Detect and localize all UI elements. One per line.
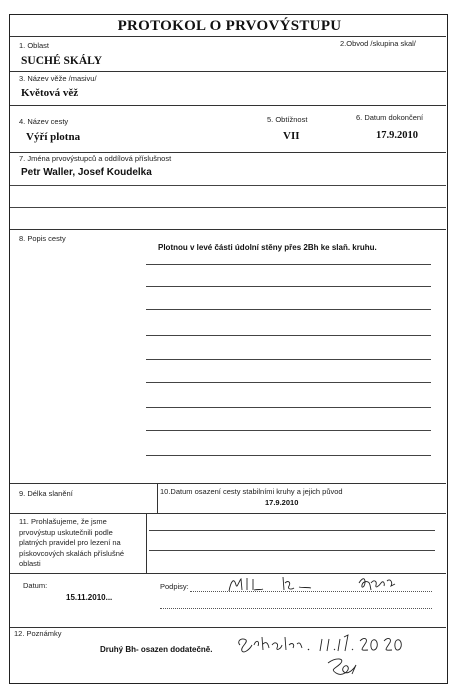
datum-label: Datum: [23,581,48,590]
ruled-line [146,309,431,310]
datum-value: 15.11.2010... [66,593,113,602]
prohlaseni-text: 11. Prohlašujeme, že jsme prvovýstup uskutečnili podle platných pravidel pro lezení na pískovcových skalách příslušné oblasti [19,517,125,568]
signatures [225,573,425,597]
ruled-line [146,455,431,456]
divider [10,229,446,230]
poznamky-label: 12. Poznámky [14,629,62,638]
jmena-label: 7. Jména prvovýstupců a oddílová příslušnost [19,154,172,163]
obvod-label: 2.Obvod /skupina skal/ [340,39,416,48]
nazev-veze-label: 3. Název věže /masivu/ [19,74,97,83]
divider [10,483,446,484]
oblast-value: SUCHÉ SKÁLY [21,55,103,67]
nazev-cesty-value: Výří plotna [26,131,81,143]
ruled-line [146,407,431,408]
ruled-line [149,530,435,531]
datum-dokonceni-label: 6. Datum dokončení [356,113,424,122]
divider [10,513,446,514]
ruled-line [149,550,435,551]
ruled-line [146,359,431,360]
divider [10,71,446,72]
ruled-line [10,207,446,208]
nazev-cesty-label: 4. Název cesty [19,117,69,126]
protocol-form [9,14,448,684]
nazev-veze-value: Květová věž [21,87,79,99]
divider [10,36,446,37]
form-title: PROTOKOL O PRVOVÝSTUPU [117,18,342,34]
divider [146,513,147,573]
divider [10,105,446,106]
signature-line [160,608,432,609]
poznamky-value: Druhý Bh- osazen dodatečně. [100,645,213,654]
datum-dokonceni-value: 17.9.2010 [376,130,418,141]
ruled-line [146,335,431,336]
popis-value: Plotnou v levé části údolní stěny přes 2Bh ke slaň. kruhu. [158,243,377,252]
delka-slaneni-label: 9. Délka slanění [19,489,73,498]
handwritten-note [232,627,432,683]
divider [10,152,446,153]
obtiznost-label: 5. Obtížnost [267,115,308,124]
ruled-line [146,264,431,265]
ruled-line [10,185,446,186]
ruled-line [146,430,431,431]
datum-osazeni-label: 10.Datum osazení cesty stabilními kruhy a jejich původ [160,487,343,496]
obtiznost-value: VII [283,130,300,142]
ruled-line [146,382,431,383]
popis-label: 8. Popis cesty [19,234,66,243]
ruled-line [146,286,431,287]
datum-osazeni-value: 17.9.2010 [265,498,299,507]
divider [157,483,158,513]
podpisy-label: Podpisy: [160,582,189,591]
jmena-value: Petr Waller, Josef Koudelka [21,167,152,178]
oblast-label: 1. Oblast [19,41,50,50]
